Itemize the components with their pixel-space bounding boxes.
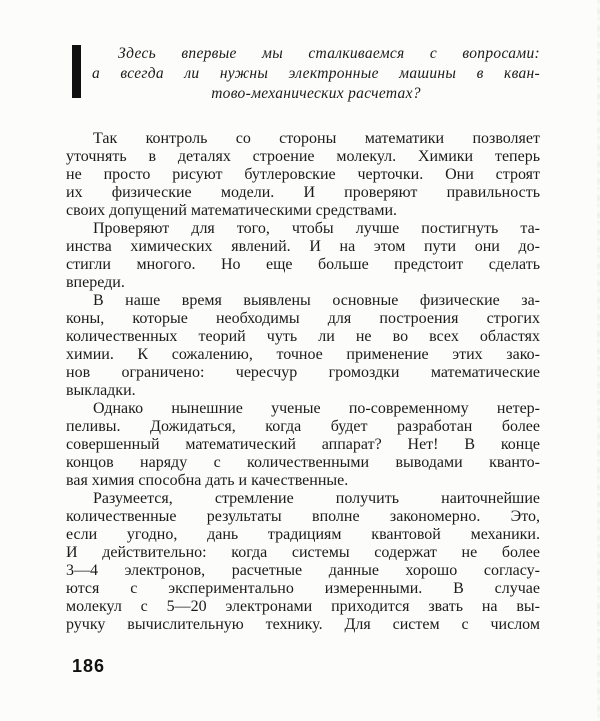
epigraph-line: а всегда ли нужны электронные машины в кван- — [92, 65, 540, 82]
text-line: их физические модели. И проверяют правильность — [66, 184, 540, 201]
text-line: инства химических явлений. И на этом пути они до- — [66, 238, 540, 255]
chapter-marker-bar — [72, 45, 81, 98]
text-line: впереди. — [66, 274, 125, 291]
text-line: количественных теорий чуть ли не во всех областях — [66, 328, 540, 345]
text-line: И действительно: когда системы содержат не более — [66, 544, 540, 561]
text-line: не просто рисуют бутлеровские черточки. Они строят — [66, 166, 540, 183]
text-line: своих допущений математическими средствами. — [66, 202, 398, 219]
text-line: коны, которые необходимы для построения строгих — [66, 310, 540, 327]
text-line: Проверяют для того, чтобы лучше постигнуть та- — [93, 220, 540, 237]
text-line: совершенный математический аппарат? Нет! В конце — [66, 436, 540, 453]
text-line: стигли многого. Но еще больше предстоит сделать — [66, 256, 540, 273]
text-line: химии. К сожалению, точное применение этих зако- — [66, 346, 540, 363]
text-line: ручку вычислительную технику. Для систем с числом — [66, 616, 540, 633]
text-line: Однако нынешние ученые по-современному нетер- — [93, 400, 540, 417]
page-number: 186 — [72, 656, 106, 676]
text-line: концов наряду с количественными выводами кванто- — [66, 454, 540, 471]
text-line: уточнять в деталях строение молекул. Химики теперь — [66, 148, 540, 165]
text-line: Разумеется, стремление получить наиточнейшие — [93, 490, 540, 507]
text-line: В наше время выявлены основные физические за- — [93, 292, 540, 309]
text-line: если угодно, дань традициям квантовой механики. — [66, 526, 540, 543]
epigraph — [92, 44, 540, 104]
text-line: Так контроль со стороны математики позволяет — [93, 130, 540, 147]
text-line: 3—4 электронов, расчетные данные хорошо согласу- — [66, 562, 540, 579]
text-line: количественные результаты вполне закономерно. Это, — [66, 508, 540, 525]
epigraph-line: Здесь впервые мы сталкиваемся с вопросами: — [118, 45, 540, 62]
text-line: вая химия способна дать и качественные. — [66, 472, 349, 489]
text-line: пеливы. Дожидаться, когда будет разработан более — [66, 418, 540, 435]
text-line: выкладки. — [66, 382, 136, 399]
epigraph-line: тово-механических расчетах? — [211, 85, 421, 102]
text-line: молекул с 5—20 электронами приходится звать на вы- — [66, 598, 540, 615]
text-line: нов ограничено: чересчур громоздки математические — [66, 364, 540, 381]
text-line: ются с экспериментально измеренными. В случае — [66, 580, 540, 597]
body-text — [66, 130, 540, 634]
